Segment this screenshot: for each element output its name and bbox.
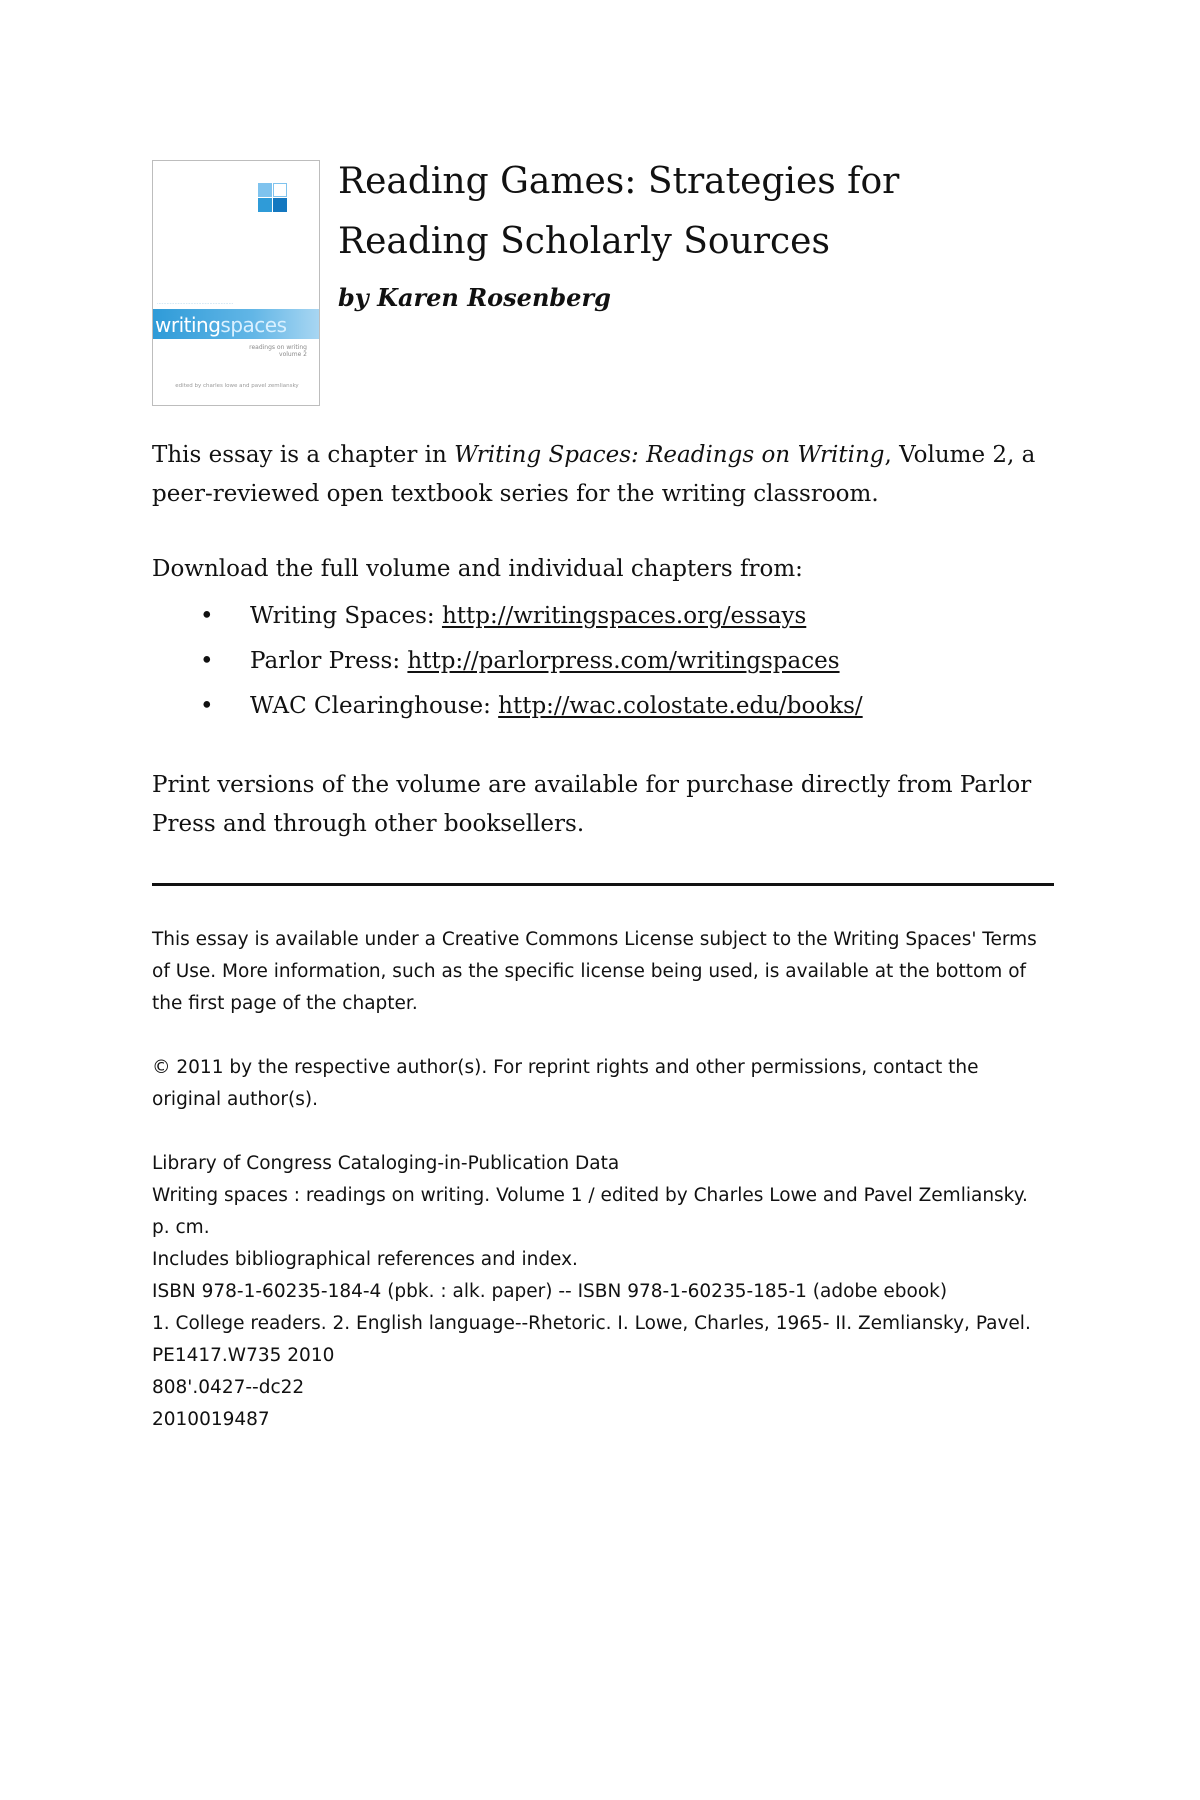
download-heading: Download the full volume and individual chapters from: <box>152 556 803 582</box>
list-item <box>152 684 1052 729</box>
cip-line: 808'.0427--dc22 <box>152 1377 305 1398</box>
cover-title: writingspaces <box>155 313 287 337</box>
cip-line: Library of Congress Cataloging-in-Publication Data <box>152 1153 620 1174</box>
list-item <box>152 594 1052 639</box>
download-links-list <box>152 594 1052 729</box>
print-note: Print versions of the volume are available for purchase directly from Parlor Press and through other booksellers. <box>152 772 1032 837</box>
cover-decoration: ················································ <box>157 301 234 307</box>
chapter-title-line-2: Reading Scholarly Sources <box>338 221 830 262</box>
cip-line: ISBN 978-1-60235-184-4 (pbk. : alk. paper) -- ISBN 978-1-60235-185-1 (adobe ebook) <box>152 1281 948 1302</box>
book-cover-image <box>152 160 320 406</box>
cip-line: PE1417.W735 2010 <box>152 1345 335 1366</box>
author-byline: by Karen Rosenberg <box>338 283 611 312</box>
parlor-press-link[interactable]: http://parlorpress.com/writingspaces <box>407 648 840 674</box>
cip-line: Writing spaces : readings on writing. Volume 1 / edited by Charles Lowe and Pavel Zemliansky. <box>152 1185 1028 1206</box>
cip-line: 2010019487 <box>152 1409 270 1430</box>
copyright-note: © 2011 by the respective author(s). For reprint rights and other permissions, contact the original author(s). <box>152 1057 979 1110</box>
cover-subtitle: readings on writing volume 2 <box>249 344 307 358</box>
link-label: WAC Clearinghouse: <box>250 693 499 719</box>
cataloging-data <box>152 1148 1052 1436</box>
writing-spaces-link[interactable]: http://writingspaces.org/essays <box>441 603 807 629</box>
writing-spaces-logo-icon <box>258 183 288 213</box>
intro-paragraph: This essay is a chapter in Writing Spaces: Readings on Writing, Volume 2, a peer-reviewed open textbook series for the writing classroom. <box>152 442 1036 507</box>
bullet-icon: • <box>200 603 214 629</box>
cip-line: Includes bibliographical references and index. <box>152 1249 578 1270</box>
bullet-icon: • <box>200 648 214 674</box>
wac-clearinghouse-link[interactable]: http://wac.colostate.edu/books/ <box>498 693 863 719</box>
link-label: Parlor Press: <box>250 648 408 674</box>
cip-line: 1. College readers. 2. English language--Rhetoric. I. Lowe, Charles, 1965- II. Zemliansky, Pavel. <box>152 1313 1031 1334</box>
license-note: This essay is available under a Creative Commons License subject to the Writing Spaces' Terms of Use. More information, such as the specific license being used, is available at the bottom of the first page of the chapter. <box>152 929 1037 1014</box>
chapter-title-line-1: Reading Games: Strategies for <box>338 161 900 202</box>
list-item <box>152 639 1052 684</box>
link-label: Writing Spaces: <box>250 603 442 629</box>
cip-line: p. cm. <box>152 1217 210 1238</box>
bullet-icon: • <box>200 693 214 719</box>
horizontal-divider <box>152 883 1054 886</box>
cover-editors: edited by charles lowe and pavel zemliansky <box>175 383 299 389</box>
book-title: Writing Spaces: Readings on Writing <box>454 442 885 468</box>
chapter-title <box>338 152 1058 272</box>
